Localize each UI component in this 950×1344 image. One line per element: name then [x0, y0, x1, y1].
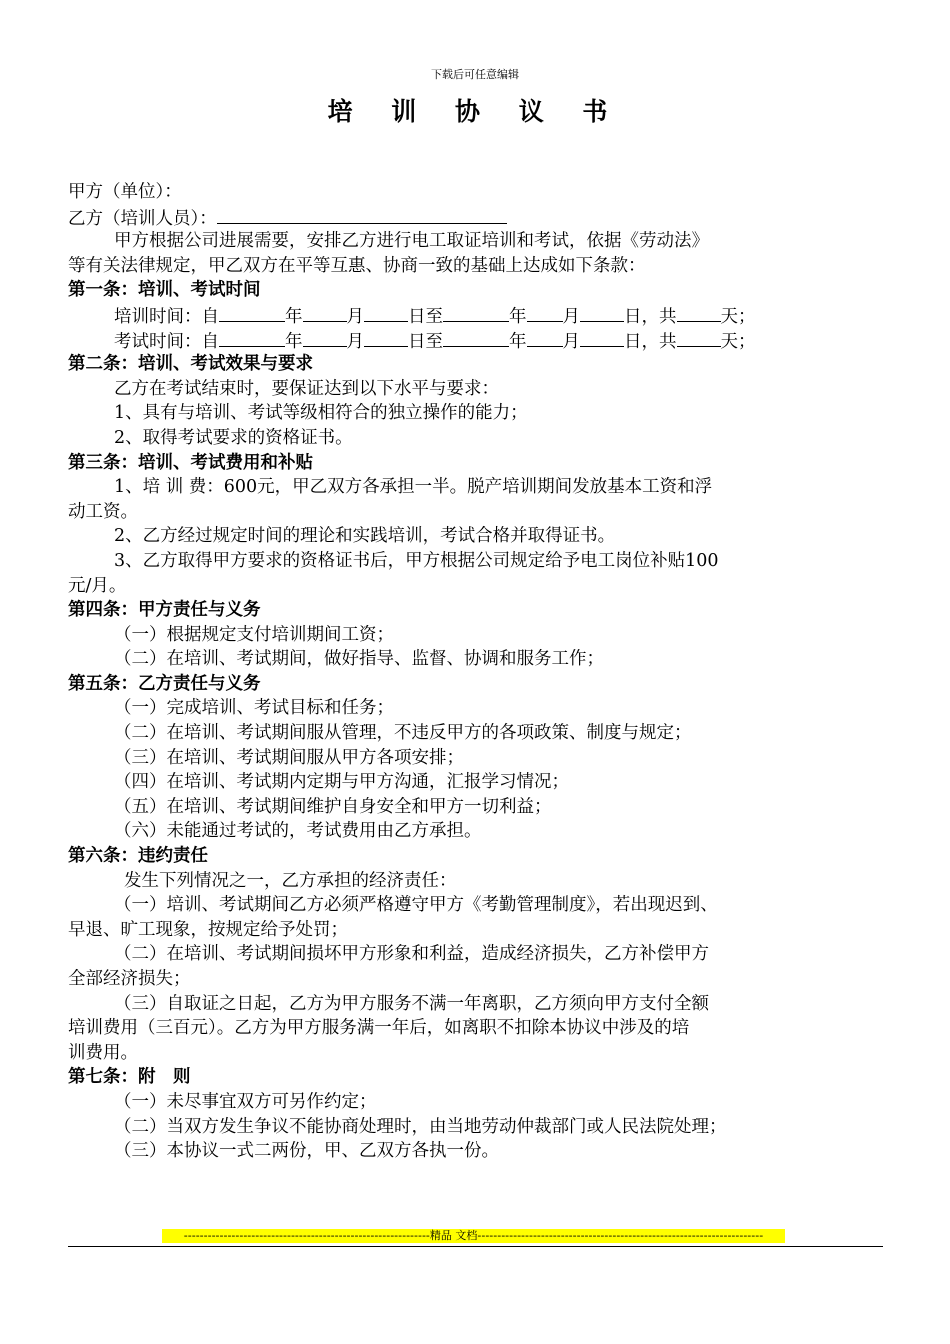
month-label: 月	[346, 331, 364, 352]
days-label: 天；	[720, 331, 756, 352]
section-5-line: （二）在培训、考试期间服从管理，不违反甲方的各项政策、制度与规定；	[114, 723, 692, 744]
train-time-label: 培训时间：自	[114, 306, 219, 327]
party-b-blank[interactable]	[217, 205, 507, 224]
blank[interactable]	[443, 303, 509, 322]
intro-line-1: 甲方根据公司进展需要，安排乙方进行电工取证培训和考试，依据《劳动法》	[114, 231, 709, 252]
days-label: 天；	[720, 306, 756, 327]
section-6-line: 早退、旷工现象，按规定给予处罚；	[68, 919, 348, 940]
section-3-line: 动工资。	[68, 501, 138, 522]
section-7-line: （三）本协议一式二两份，甲、乙双方各执一份。	[114, 1141, 499, 1162]
section-1-title: 第一条：培训、考试时间	[68, 280, 261, 301]
blank[interactable]	[219, 303, 285, 322]
section-2-line: 乙方在考试结束时，要保证达到以下水平与要求：	[114, 378, 499, 399]
section-5-line: （一）完成培训、考试目标和任务；	[114, 698, 394, 719]
section-2-line: 1、具有与培训、考试等级相符合的独立操作的能力；	[114, 403, 528, 424]
blank[interactable]	[364, 328, 408, 347]
party-a-label: 甲方（单位）：	[68, 182, 182, 202]
footer-dashes-right: ------------------------------------------------------------------------	[477, 1229, 764, 1242]
blank[interactable]	[527, 328, 563, 347]
party-b-label: 乙方（培训人员）：	[68, 208, 217, 229]
exam-time-line	[68, 328, 888, 353]
party-b-line	[68, 205, 888, 230]
footer-rule	[68, 1246, 883, 1247]
section-4-line: （二）在培训、考试期间，做好指导、监督、协调和服务工作；	[114, 649, 604, 670]
section-6-line: 发生下列情况之一，乙方承担的经济责任：	[124, 870, 457, 891]
blank[interactable]	[303, 303, 347, 322]
train-time-line	[68, 303, 888, 328]
section-2-title: 第二条：培训、考试效果与要求	[68, 354, 313, 375]
month-label: 月	[562, 331, 580, 352]
section-5-line: （四）在培训、考试期内定期与甲方沟通，汇报学习情况；	[114, 772, 569, 793]
blank[interactable]	[219, 328, 285, 347]
year-label: 年	[285, 331, 303, 352]
section-3-line: 元/月。	[68, 575, 127, 596]
document-body	[68, 180, 888, 1164]
section-6-title: 第六条：违约责任	[68, 846, 208, 867]
section-4-line: （一）根据规定支付培训期间工资；	[114, 624, 394, 645]
section-7-title: 第七条：附 则	[68, 1067, 191, 1088]
blank[interactable]	[364, 303, 408, 322]
blank[interactable]	[443, 328, 509, 347]
section-3-line: 3、乙方取得甲方要求的资格证书后，甲方根据公司规定给予电工岗位补贴100	[114, 550, 719, 571]
section-6-line: （二）在培训、考试期间损坏甲方形象和利益，造成经济损失，乙方补偿甲方	[114, 944, 709, 965]
section-7-line: （二）当双方发生争议不能协商处理时，由当地劳动仲裁部门或人民法院处理；	[114, 1116, 727, 1137]
month-label: 月	[346, 306, 364, 327]
section-4-title: 第四条：甲方责任与义务	[68, 600, 261, 621]
section-5-line: （三）在培训、考试期间服从甲方各项安排；	[114, 747, 464, 768]
section-2-line: 2、取得考试要求的资格证书。	[114, 427, 353, 448]
footer-banner	[162, 1229, 785, 1243]
blank[interactable]	[677, 303, 721, 322]
blank[interactable]	[527, 303, 563, 322]
day-label: 日至	[408, 331, 443, 352]
party-a-line	[68, 180, 888, 205]
section-6-line: 训费用。	[68, 1042, 138, 1063]
year-label: 年	[285, 306, 303, 327]
header-note: 下载后可任意编辑	[431, 68, 519, 81]
section-6-line: 培训费用（三百元）。乙方为甲方服务满一年后，如离职不扣除本协议中涉及的培	[68, 1018, 690, 1039]
month-label: 月	[562, 306, 580, 327]
section-6-line: （三）自取证之日起，乙方为甲方服务不满一年离职，乙方须向甲方支付全额	[114, 993, 709, 1014]
document-title: 培 训 协 议 书	[327, 97, 623, 126]
intro-line-2: 等有关法律规定，甲乙双方在平等互惠、协商一致的基础上达成如下条款：	[68, 255, 646, 276]
footer-text: 精品 文档	[429, 1229, 478, 1242]
day-label: 日至	[408, 306, 443, 327]
blank[interactable]	[677, 328, 721, 347]
section-5-line: （五）在培训、考试期间维护自身安全和甲方一切利益；	[114, 796, 552, 817]
section-3-title: 第三条：培训、考试费用和补贴	[68, 452, 313, 473]
section-3-line: 2、乙方经过规定时间的理论和实践培训，考试合格并取得证书。	[114, 526, 616, 547]
exam-time-label: 考试时间：自	[114, 331, 219, 352]
section-3-line: 1、培 训 费：600元，甲乙双方各承担一半。脱产培训期间发放基本工资和浮	[114, 477, 713, 498]
section-5-title: 第五条：乙方责任与义务	[68, 673, 261, 694]
section-5-line: （六）未能通过考试的，考试费用由乙方承担。	[114, 821, 482, 842]
section-7-line: （一）未尽事宜双方可另作约定；	[114, 1091, 377, 1112]
section-6-line: （一）培训、考试期间乙方必须严格遵守甲方《考勤管理制度》，若出现迟到、	[114, 895, 718, 916]
blank[interactable]	[303, 328, 347, 347]
day-label: 日，共	[624, 306, 677, 327]
section-6-line: 全部经济损失；	[68, 969, 191, 989]
year-label: 年	[509, 331, 527, 352]
year-label: 年	[509, 306, 527, 327]
blank[interactable]	[580, 303, 624, 322]
footer-dashes-left: --------------------------------------------------------------	[183, 1229, 430, 1242]
blank[interactable]	[580, 328, 624, 347]
day-label: 日，共	[624, 331, 677, 352]
